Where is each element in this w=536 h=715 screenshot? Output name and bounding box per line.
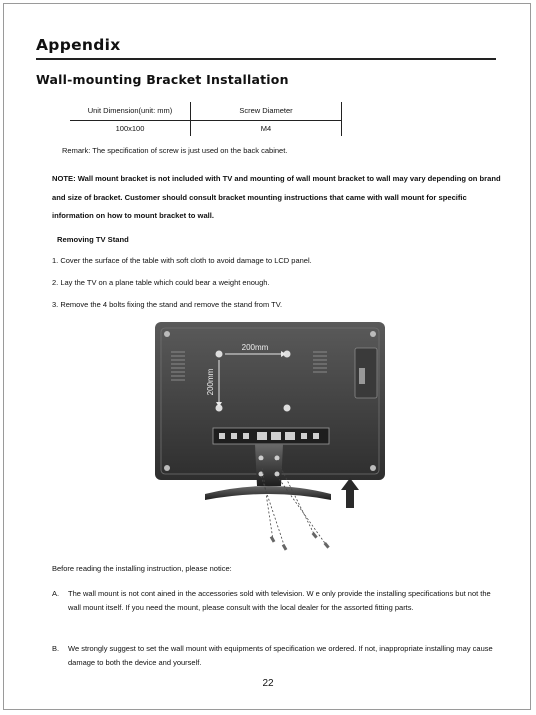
section-title: Wall-mounting Bracket Installation <box>36 72 289 87</box>
title-rule <box>36 58 496 60</box>
step-1: 1. Cover the surface of the table with soft cloth to avoid damage to LCD panel. <box>52 256 312 265</box>
header-unit-dimension: Unit Dimension(unit: mm) <box>70 102 191 121</box>
notice-item-b <box>52 642 504 672</box>
dimension-label-vertical: 200mm <box>206 368 215 396</box>
item-letter: B. <box>52 644 60 653</box>
dimension-table <box>70 102 342 136</box>
table-row <box>70 121 342 137</box>
dimension-label-horizontal: 200mm <box>241 343 269 352</box>
screw-icon <box>370 331 376 337</box>
loose-bolts <box>270 532 330 551</box>
step-3: 3. Remove the 4 bolts fixing the stand and remove the stand from TV. <box>52 300 283 309</box>
stand-base <box>205 486 331 500</box>
before-reading-text: Before reading the installing instruction, please notice: <box>52 564 232 573</box>
remark-text: Remark: The specification of screw is just used on the back cabinet. <box>62 146 288 155</box>
item-letter: A. <box>52 589 60 598</box>
bolt-icon <box>259 456 264 461</box>
appendix-title: Appendix <box>36 36 121 54</box>
bolt-icon <box>275 456 280 461</box>
item-text: The wall mount is not cont ained in the accessories sold with television. W e only provide the installing specifications but not the wall mount itself. If you need the mount, please consult with the local dealer for the assorted fitting parts. <box>68 589 491 612</box>
side-control-panel <box>355 348 377 398</box>
screw-icon <box>164 331 170 337</box>
cell-unit-dimension: 100x100 <box>70 121 191 137</box>
tv-back-illustration <box>145 318 395 558</box>
step-2: 2. Lay the TV on a plane table which could bear a weight enough. <box>52 278 270 287</box>
notice-item-a <box>52 587 504 631</box>
table-header-row <box>70 102 342 121</box>
screw-icon <box>164 465 170 471</box>
lift-arrow-icon <box>341 478 359 508</box>
page-number: 22 <box>262 678 274 689</box>
stand-neck <box>255 444 283 486</box>
mount-hole-icon <box>216 351 223 358</box>
mount-hole-icon <box>284 405 291 412</box>
bolt-icon <box>275 472 280 477</box>
item-text: We strongly suggest to set the wall mount with equipments of specification we ordered. If not, inappropriate installing may cause damage to both the device and yourself. <box>68 644 493 667</box>
note-paragraph: NOTE: Wall mount bracket is not included with TV and mounting of wall mount bracket to wall may vary depending on brand and size of bracket. Customer should consult bracket mounting instructions that came with wall mount for specific information on how to mount bracket to wall. <box>52 174 501 220</box>
cell-screw-diameter: M4 <box>191 121 342 137</box>
header-screw-diameter: Screw Diameter <box>191 102 342 121</box>
screw-icon <box>370 465 376 471</box>
removing-stand-heading: Removing TV Stand <box>57 235 129 244</box>
